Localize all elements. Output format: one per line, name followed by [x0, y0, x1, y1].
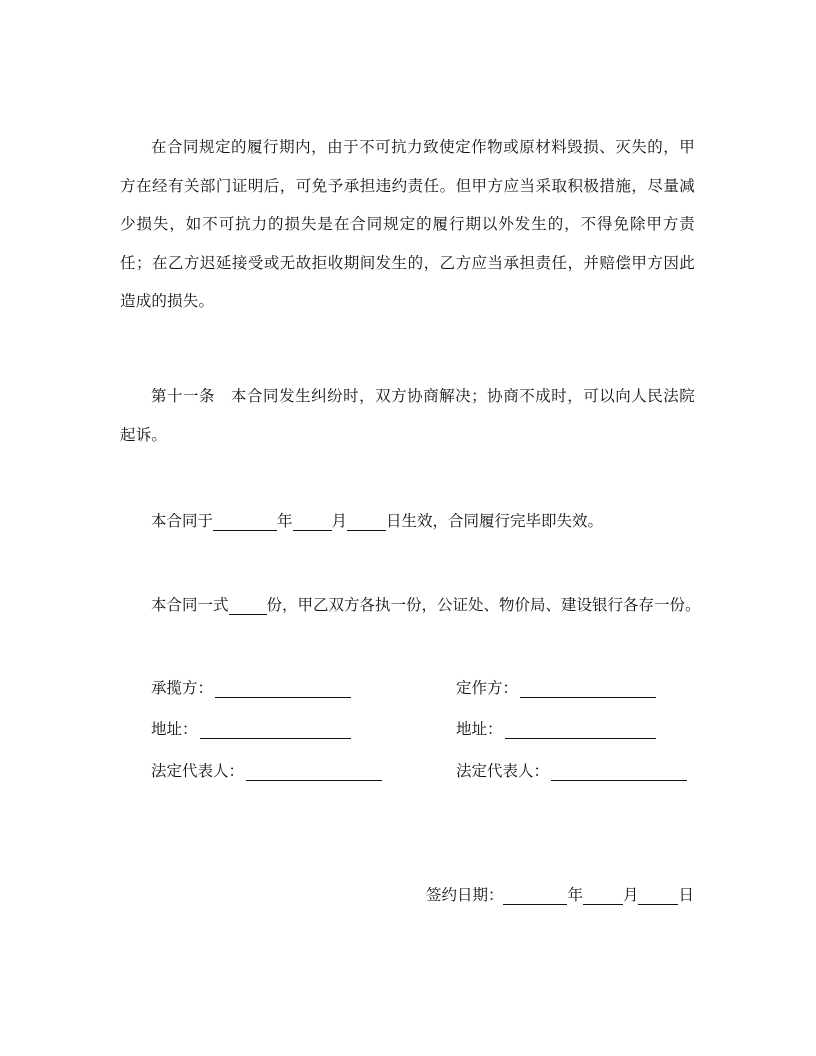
signing-day-blank	[638, 888, 678, 905]
orderer-rep-label: 法定代表人：	[456, 762, 550, 780]
contractor-address-label: 地址：	[151, 720, 198, 738]
orderer-rep-blank	[551, 764, 687, 781]
orderer-address-label: 地址：	[456, 720, 503, 738]
copies-count-blank	[229, 598, 267, 615]
effective-year-label: 年	[277, 512, 293, 530]
signing-year-label: 年	[567, 886, 583, 904]
contractor-rep-blank	[246, 764, 382, 781]
signing-month-blank	[583, 888, 623, 905]
copies-prefix: 本合同一式	[151, 596, 229, 614]
orderer-party-line	[456, 678, 656, 698]
orderer-rep-line	[456, 761, 687, 781]
effective-year-blank	[213, 514, 277, 531]
contractor-rep-line	[151, 761, 382, 781]
orderer-address-line	[456, 719, 656, 739]
copies-suffix: 份，甲乙双方各执一份，公证处、物价局、建设银行各存一份。	[266, 596, 701, 614]
orderer-party-label: 定作方：	[456, 679, 519, 697]
force-majeure-paragraph: 在合同规定的履行期内，由于不可抗力致使定作物或原材料毁损、灭失的，甲方在经有关部门证明后，可免予承担违约责任。但甲方应当采取积极措施，尽量减少损失，如不可抗力的损失是在合同规定的履行期以外发生的，不得免除甲方责任；在乙方迟延接受或无故拒收期间发生的，乙方应当承担责任，并赔偿甲方因此造成的损失。	[120, 138, 695, 310]
signing-year-blank	[503, 888, 567, 905]
contractor-party-blank	[215, 681, 351, 698]
copies-line	[151, 595, 701, 615]
effective-suffix: 日生效，合同履行完毕即失效。	[386, 512, 604, 530]
signing-month-label: 月	[622, 886, 639, 904]
contractor-party-label: 承揽方：	[151, 679, 214, 697]
contractor-address-blank	[200, 722, 351, 739]
effective-prefix: 本合同于	[151, 512, 214, 530]
contractor-party-line	[151, 678, 351, 698]
effective-month-label: 月	[331, 512, 348, 530]
article-eleven-paragraph: 第十一条 本合同发生纠纷时，双方协商解决；协商不成时，可以向人民法院起诉。	[120, 387, 695, 444]
signing-day-label: 日	[678, 886, 694, 904]
contractor-address-line	[151, 719, 351, 739]
effective-month-blank	[293, 514, 332, 531]
orderer-party-blank	[520, 681, 656, 698]
signing-date-label: 签约日期：	[425, 886, 504, 904]
contractor-rep-label: 法定代表人：	[151, 762, 245, 780]
effective-date-line	[151, 511, 603, 531]
orderer-address-blank	[505, 722, 656, 739]
signing-date-line	[426, 885, 694, 905]
effective-day-blank	[347, 514, 386, 531]
